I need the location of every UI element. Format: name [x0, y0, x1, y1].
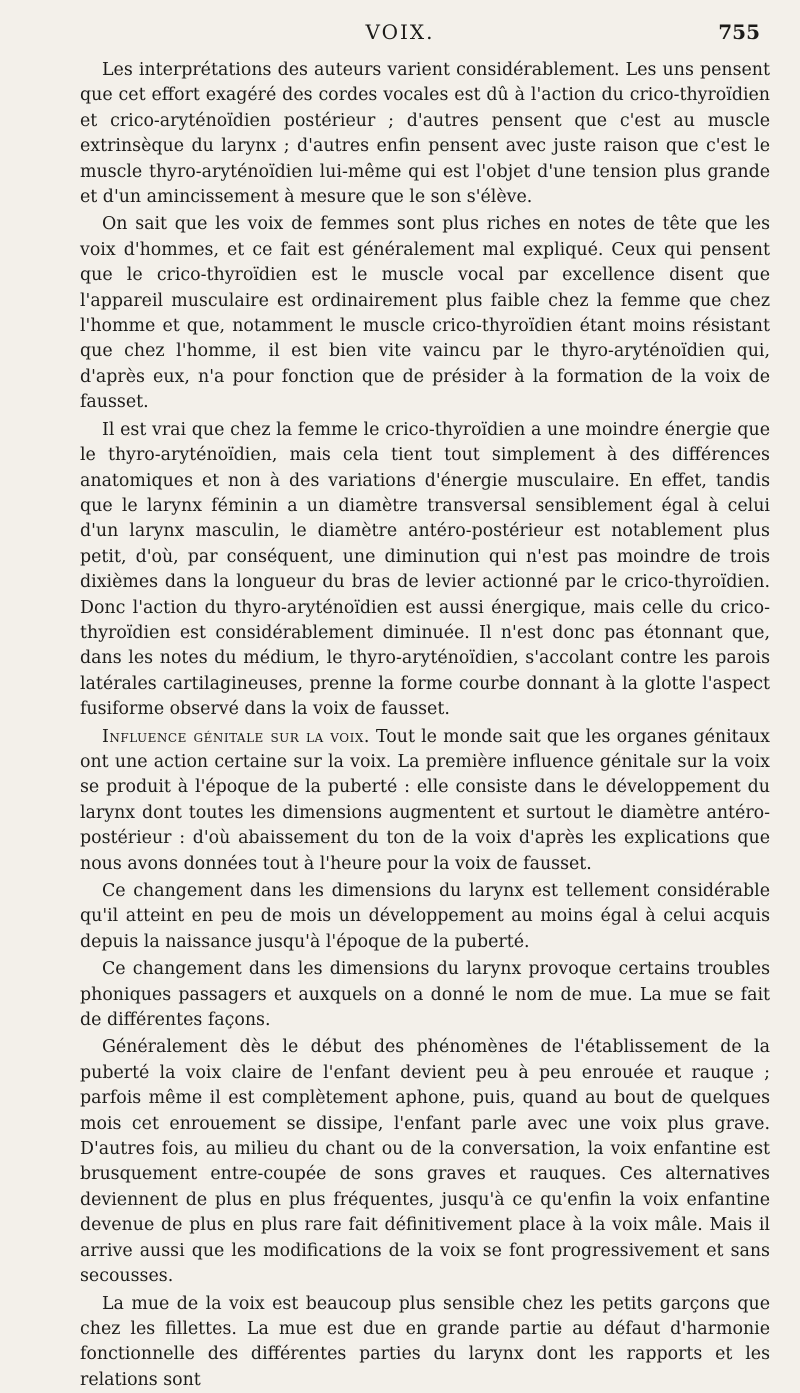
paragraph-text: Tout le monde sait que les organes génitaux ont une action certaine sur la voix. La première influence génitale sur la voix se produit à l'époque de la puberté : elle consiste dans le développement du larynx dont toutes les dimensions augmentent et surtout le diamètre antéro-postérieur : d'où abaissement du ton de la voix d'après les explications que nous avons données tout à l'heure pour la voix de fausset.	[80, 727, 770, 874]
paragraph: Ce changement dans les dimensions du larynx provoque certains troubles phoniques passagers et auxquels on a donné le nom de mue. La mue se fait de différentes façons.	[80, 957, 770, 1033]
section-heading: Influence génitale sur la voix.	[102, 727, 370, 747]
paragraph: Généralement dès le début des phénomènes de l'établissement de la puberté la voix claire de l'enfant devient peu à peu enrouée et rauque ; parfois même il est complètement aphone, puis, quand au bout de quelques mois cet enrouement se dissipe, l'enfant parle avec une voix plus grave. D'autres fois, au milieu du chant ou de la conversation, la voix enfantine est brusquement entre-coupée de sons graves et rauques. Ces alternatives deviennent de plus en plus fréquentes, jusqu'à ce qu'enfin la voix enfantine devenue de plus en plus rare fait définitivement place à la voix mâle. Mais il arrive aussi que les modifications de la voix se font progressivement et sans secousses.	[80, 1035, 770, 1289]
paragraph: On sait que les voix de femmes sont plus riches en notes de tête que les voix d'hommes, et ce fait est généralement mal expliqué. Ceux qui pensent que le crico-thyroïdien est le muscle vocal par excellence disent que l'appareil musculaire est ordinairement plus faible chez la femme que chez l'homme et que, notamment le muscle crico-thyroïdien étant moins résistant que chez l'homme, il est bien vite vaincu par le thyro-aryténoïdien qui, d'après eux, n'a pour fonction que de présider à la formation de la voix de fausset.	[80, 212, 770, 415]
paragraph: La mue de la voix est beaucoup plus sensible chez les petits garçons que chez les fillettes. La mue est due en grande partie au défaut d'harmonie fonctionnelle des différentes parties du larynx dont les rapports et les relations sont	[80, 1292, 770, 1393]
paragraph-influence-genitale	[80, 725, 770, 877]
page-number: 755	[718, 20, 760, 44]
body-text	[80, 58, 770, 1393]
paragraph: Il est vrai que chez la femme le crico-thyroïdien a une moindre énergie que le thyro-aryténoïdien, mais cela tient tout simplement à des différences anatomiques et non à des variations d'énergie musculaire. En effet, tandis que le larynx féminin a un diamètre transversal sensiblement égal à celui d'un larynx masculin, le diamètre antéro-postérieur est notablement plus petit, d'où, par conséquent, une diminution qui n'est pas moindre de trois dixièmes dans la longueur du bras de levier actionné par le crico-thyroïdien. Donc l'action du thyro-aryténoïdien est aussi énergique, mais celle du crico-thyroïdien est considérablement diminuée. Il n'est donc pas étonnant que, dans les notes du médium, le thyro-aryténoïdien, s'accolant contre les parois latérales cartilagineuses, prenne la forme courbe donnant à la glotte l'aspect fusiforme observé dans la voix de fausset.	[80, 418, 770, 723]
running-title: VOIX.	[0, 20, 800, 44]
paragraph: Ce changement dans les dimensions du larynx est tellement considérable qu'il atteint en peu de mois un développement au moins égal à celui acquis depuis la naissance jusqu'à l'époque de la puberté.	[80, 879, 770, 955]
paragraph: Les interprétations des auteurs varient considérablement. Les uns pensent que cet effort exagéré des cordes vocales est dû à l'action du crico-thyroïdien et crico-aryténoïdien postérieur ; d'autres pensent que c'est au muscle extrinsèque du larynx ; d'autres enfin pensent avec juste raison que c'est le muscle thyro-aryténoïdien lui-même qui est l'objet d'une tension plus grande et d'un amincissement à mesure que le son s'élève.	[80, 58, 770, 210]
page-header	[0, 20, 800, 52]
